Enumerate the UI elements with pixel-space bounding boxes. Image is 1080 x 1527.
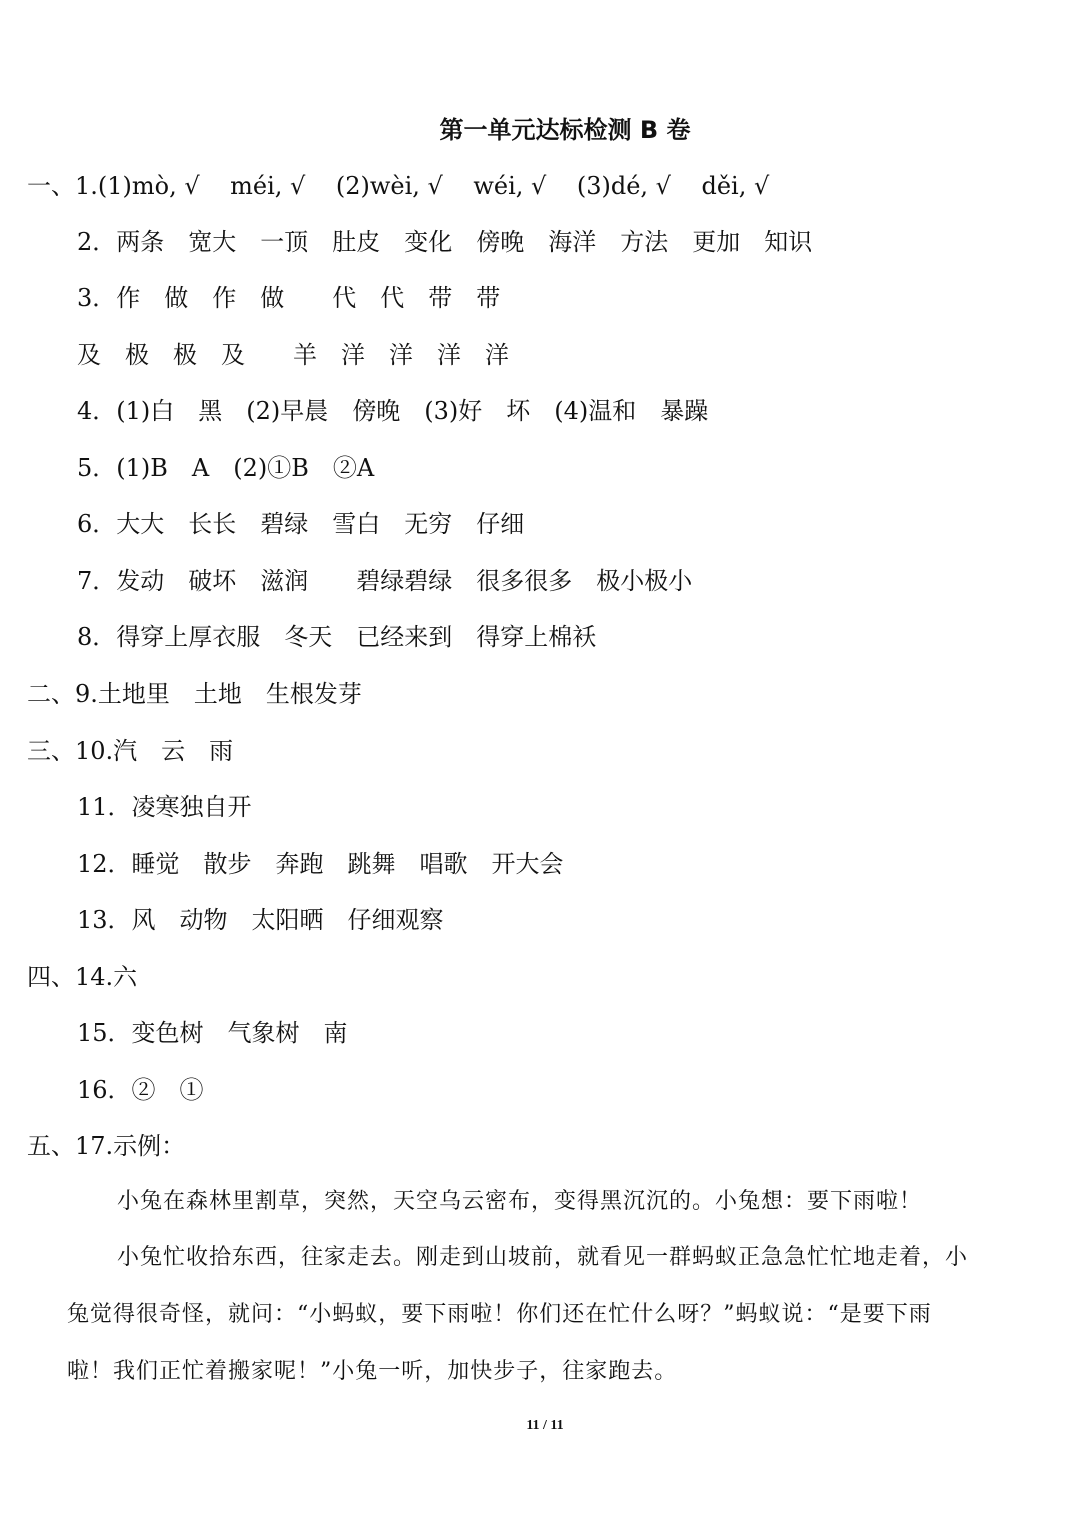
answer-line-1-4: 4．(1)白 黑 (2)早晨 傍晚 (3)好 坏 (4)温和 暴躁 bbox=[77, 397, 709, 425]
page-title: 第一单元达标检测 B 卷 bbox=[439, 116, 691, 144]
answer-line-1-7: 7．发动 破坏 滋润 碧绿碧绿 很多很多 极小极小 bbox=[77, 567, 693, 595]
answer-line-3-12: 12．睡觉 散步 奔跑 跳舞 唱歌 开大会 bbox=[77, 850, 564, 878]
essay-paragraph-2-line-3: 啦！我们正忙着搬家呢！”小兔一听，加快步子，往家跑去。 bbox=[67, 1359, 678, 1384]
answer-line-1-2: 2．两条 宽大 一顶 肚皮 变化 傍晚 海洋 方法 更加 知识 bbox=[77, 228, 813, 256]
answer-line-3-13: 13．风 动物 太阳晒 仔细观察 bbox=[77, 906, 444, 934]
page-number: 11 / 11 bbox=[526, 1418, 564, 1433]
answer-line-1-6: 6．大大 长长 碧绿 雪白 无穷 仔细 bbox=[77, 510, 525, 538]
answer-line-4-15: 15．变色树 气象树 南 bbox=[77, 1019, 348, 1047]
answer-line-3-10: 三、10.汽 云 雨 bbox=[27, 737, 234, 765]
answer-line-4-14: 四、14.六 bbox=[27, 963, 138, 991]
answer-line-1-1: 一、1.(1)mò, √ méi, √ (2)wèi, √ wéi, √ (3)dé, √ děi, √ bbox=[27, 172, 770, 200]
answer-line-1-8: 8．得穿上厚衣服 冬天 已经来到 得穿上棉袄 bbox=[77, 623, 597, 651]
answer-line-3-11: 11．凌寒独自开 bbox=[77, 793, 252, 821]
answer-line-1-3a: 3．作 做 作 做 代 代 带 带 bbox=[77, 284, 501, 312]
answer-line-2-9: 二、9.土地里 土地 生根发芽 bbox=[27, 680, 362, 708]
essay-paragraph-2-line-2: 兔觉得很奇怪，就问：“小蚂蚁，要下雨啦！你们还在忙什么呀？”蚂蚁说：“是要下雨 bbox=[67, 1302, 932, 1327]
answer-line-1-3b: 及 极 极 及 羊 洋 洋 洋 洋 bbox=[77, 341, 509, 369]
essay-paragraph-2-line-1: 小兔忙收拾东西，往家走去。刚走到山坡前，就看见一群蚂蚁正急急忙忙地走着，小 bbox=[117, 1245, 969, 1270]
answer-line-5-17: 五、17.示例： bbox=[27, 1132, 186, 1160]
essay-paragraph-1: 小兔在森林里割草，突然，天空乌云密布，变得黑沉沉的。小兔想：要下雨啦！ bbox=[117, 1189, 923, 1214]
answer-line-4-16: 16．② ① bbox=[77, 1076, 204, 1104]
answer-line-1-5: 5．(1)B A (2)①B ②A bbox=[77, 454, 375, 482]
